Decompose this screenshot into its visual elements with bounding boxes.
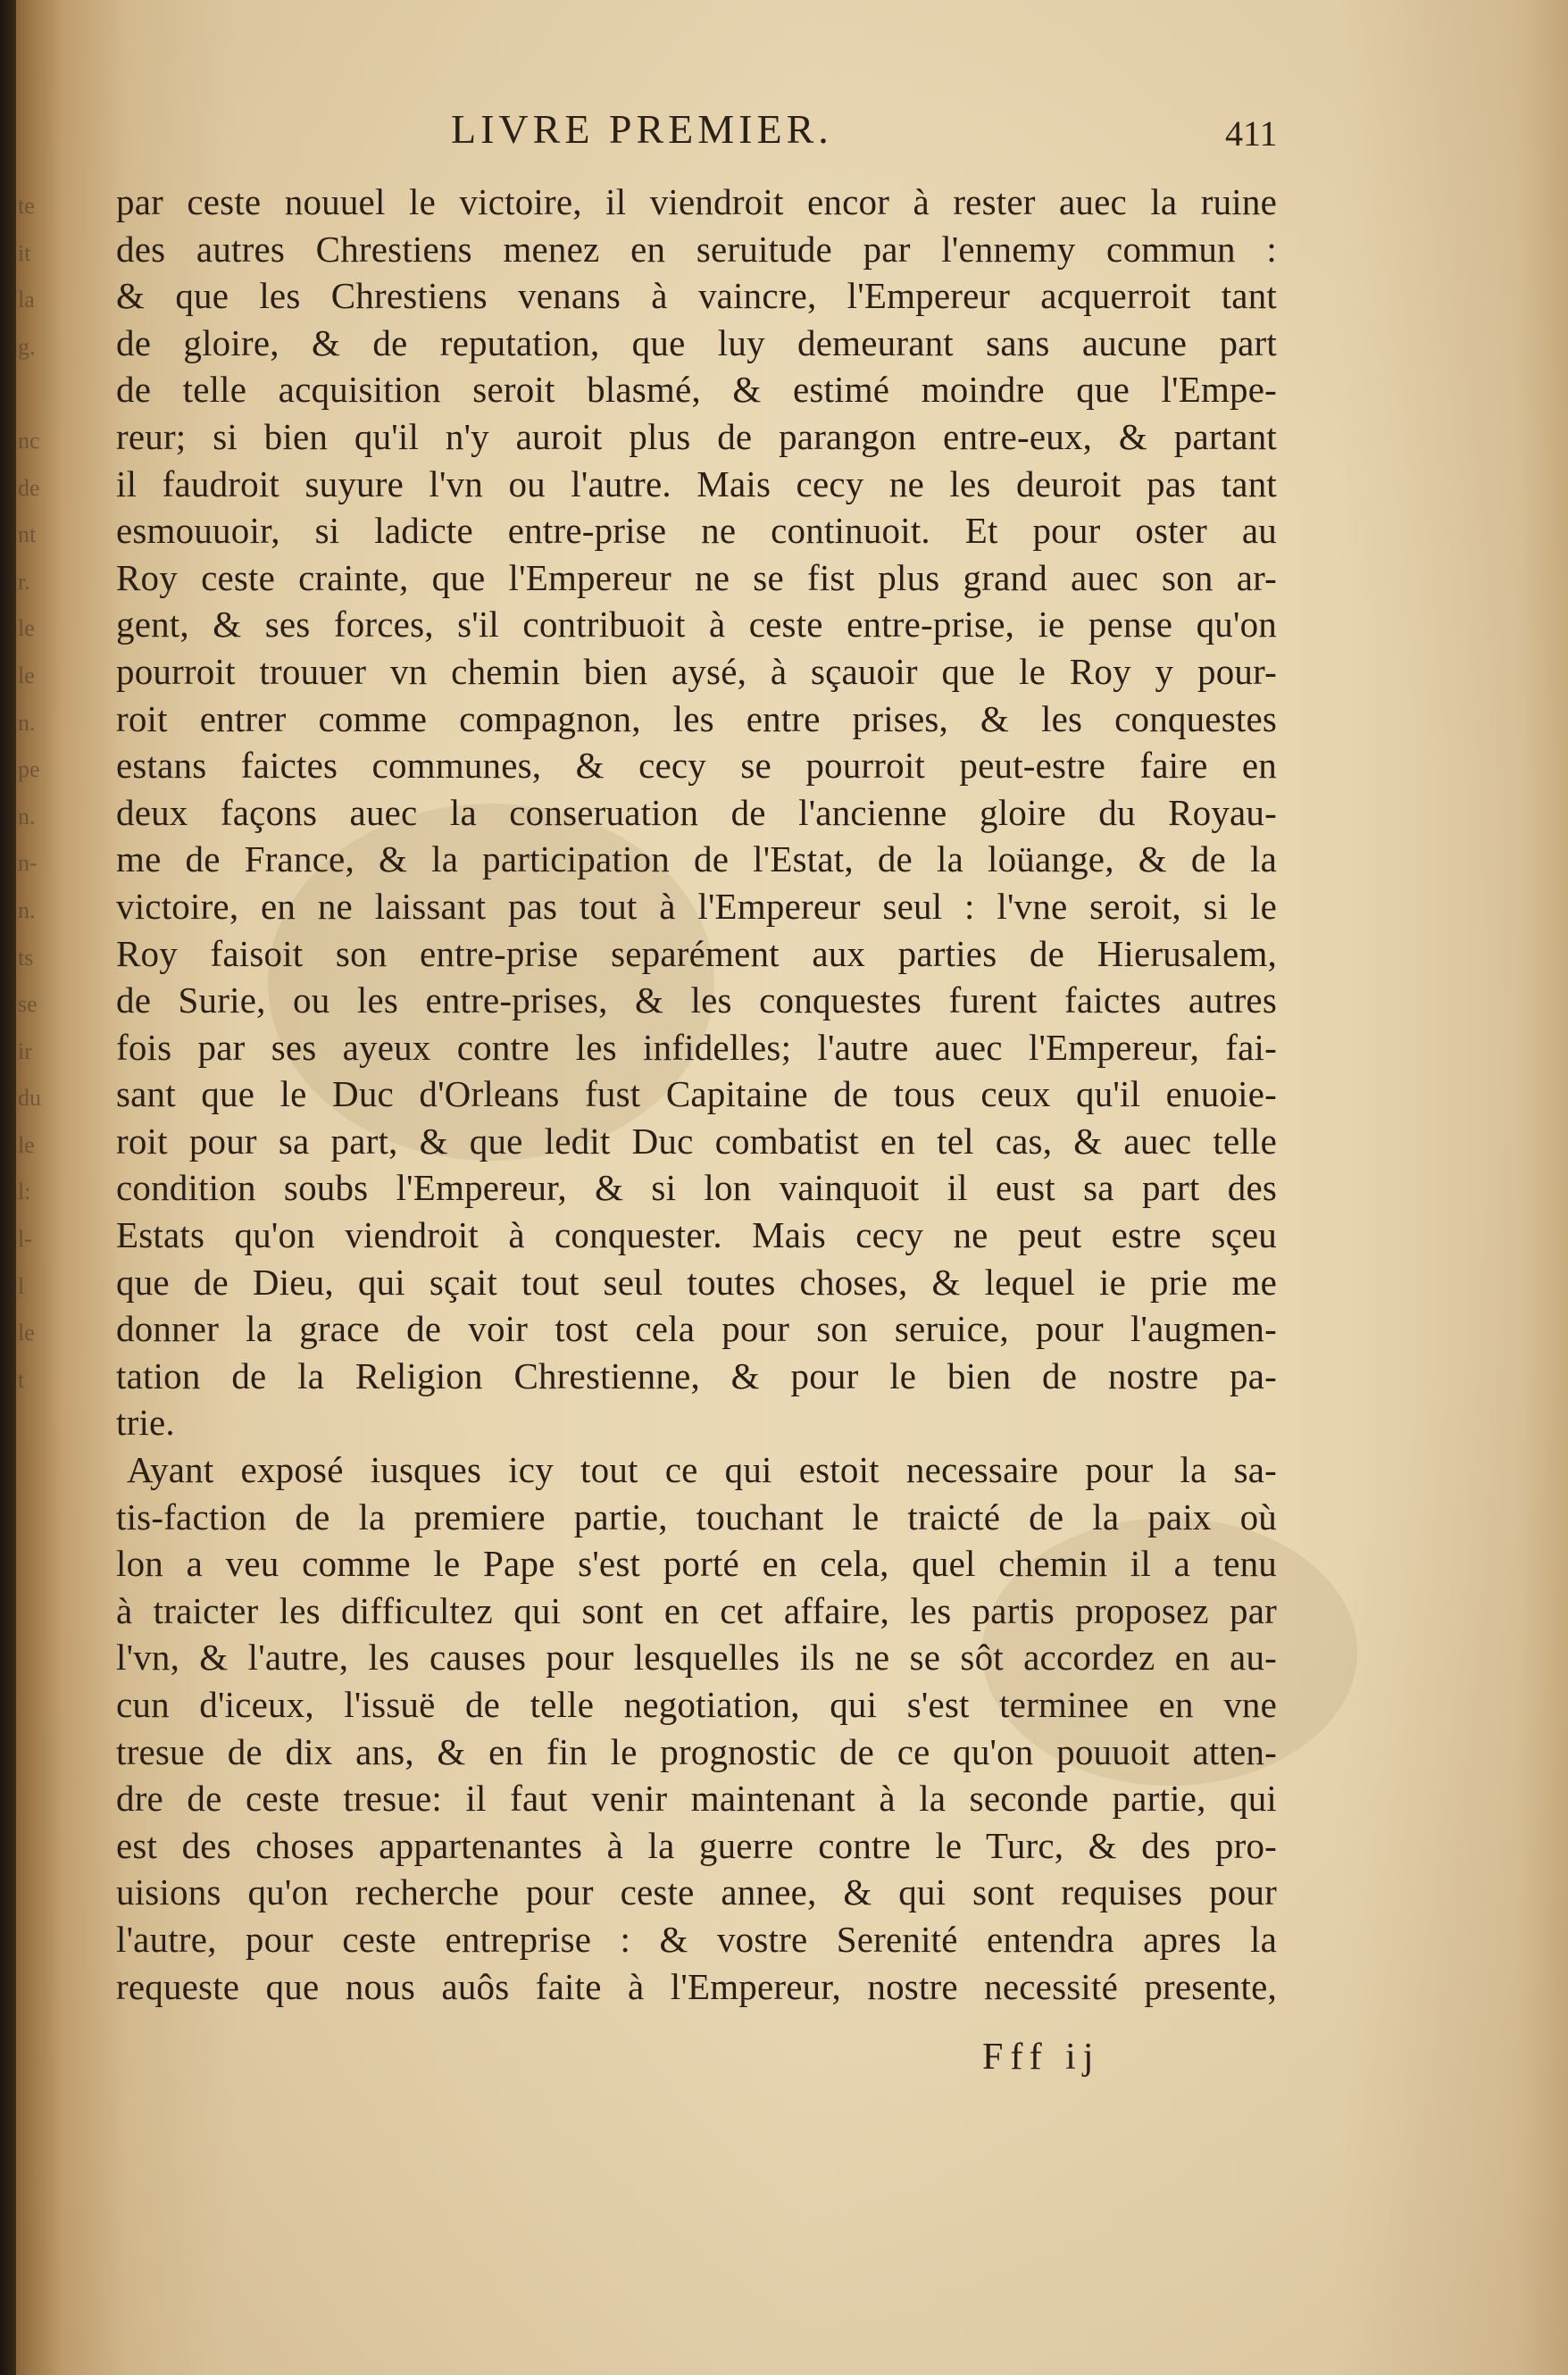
- text-line: Roy faisoit son entre-prise separément aux parties de Hierusalem,: [116, 932, 1277, 974]
- text-line: roit pour sa part, & que ledit Duc combatist en tel cas, & auec telle: [116, 1120, 1277, 1162]
- running-title: LIVRE PREMIER.: [451, 106, 833, 152]
- text-line: l'autre, pour ceste entreprise : & vostre Serenité entendra apres la: [116, 1918, 1277, 1960]
- text-line: de gloire, & de reputation, que luy demeurant sans aucune part: [116, 321, 1277, 363]
- text-line: par ceste nouuel le victoire, il viendroit encor à rester auec la ruine: [116, 181, 1277, 222]
- text-line: condition soubs l'Empereur, & si lon vainquoit il eust sa part des: [116, 1167, 1277, 1209]
- facing-page-bleed-text: te it la g. nc de nt r. le le n. pe n. n- n. ts se ir du le l: l- l le t: [18, 193, 41, 1393]
- text-line: deux façons auec la conseruation de l'ancienne gloire du Royau-: [116, 791, 1277, 833]
- text-line: requeste que nous auôs faite à l'Empereur, nostre necessité presente,: [116, 1965, 1277, 2007]
- text-line: tation de la Religion Chrestienne, & pour le bien de nostre pa-: [116, 1354, 1277, 1396]
- text-line: fois par ses ayeux contre les infidelles; l'autre auec l'Empereur, fai-: [116, 1026, 1277, 1068]
- text-line: victoire, en ne laissant pas tout à l'Empereur seul : l'vne seroit, si le: [116, 885, 1277, 927]
- page-header: [0, 105, 1568, 159]
- text-line: Estats qu'on viendroit à conquester. Mais cecy ne peut estre sçeu: [116, 1214, 1277, 1256]
- text-line: dre de ceste tresue: il faut venir maintenant à la seconde partie, qui: [116, 1778, 1277, 1820]
- text-line: il faudroit suyure l'vn ou l'autre. Mais cecy ne les deuroit pas tant: [116, 462, 1277, 504]
- page-number: 411: [1225, 113, 1278, 154]
- text-line: me de France, & la participation de l'Estat, de la loüange, & de la: [116, 838, 1277, 880]
- text-line: est des choses appartenantes à la guerre contre le Turc, & des pro-: [116, 1824, 1277, 1866]
- text-line: tresue de dix ans, & en fin le prognostic de ce qu'on pouuoit atten-: [116, 1730, 1277, 1772]
- text-line: Ayant exposé iusques icy tout ce qui estoit necessaire pour la sa-: [127, 1449, 1277, 1491]
- text-line: roit entrer comme compagnon, les entre prises, & les conquestes: [116, 697, 1277, 739]
- text-line: à traicter les difficultez qui sont en cet affaire, les partis proposez par: [116, 1589, 1277, 1631]
- signature-row: [0, 2036, 1568, 2089]
- text-line: pourroit trouuer vn chemin bien aysé, à sçauoir que le Roy y pour-: [116, 650, 1277, 692]
- text-line: donner la grace de voir tost cela pour son seruice, pour l'augmen-: [116, 1308, 1277, 1350]
- text-line: des autres Chrestiens menez en seruitude par l'ennemy commun :: [116, 228, 1277, 270]
- text-line: l'vn, & l'autre, les causes pour lesquelles ils ne se sôt accordez en au-: [116, 1637, 1277, 1679]
- text-line: de telle acquisition seroit blasmé, & estimé moindre que l'Empe-: [116, 369, 1277, 411]
- text-line: lon a veu comme le Pape s'est porté en cela, quel chemin il a tenu: [116, 1543, 1277, 1585]
- body-text: [116, 179, 1277, 2010]
- text-line: & que les Chrestiens venans à vaincre, l'Empereur acquerroit tant: [116, 275, 1277, 317]
- text-line: reur; si bien qu'il n'y auroit plus de parangon entre-eux, & partant: [116, 415, 1277, 457]
- text-line: Roy ceste crainte, que l'Empereur ne se fist plus grand auec son ar-: [116, 556, 1277, 598]
- text-line: cun d'iceux, l'issuë de telle negotiation, qui s'est terminee en vne: [116, 1684, 1277, 1725]
- signature-mark: Fff ij: [982, 2037, 1101, 2078]
- text-line: gent, & ses forces, s'il contribuoit à ceste entre-prise, ie pense qu'on: [116, 604, 1277, 646]
- text-line: esmouuoir, si ladicte entre-prise ne continuoit. Et pour oster au: [116, 510, 1277, 552]
- text-line: uisions qu'on recherche pour ceste annee, & qui sont requises pour: [116, 1871, 1277, 1913]
- text-line: de Surie, ou les entre-prises, & les conquestes furent faictes autres: [116, 979, 1277, 1021]
- text-line: que de Dieu, qui sçait tout seul toutes choses, & lequel ie prie me: [116, 1261, 1277, 1303]
- binding-gutter: [0, 0, 16, 2375]
- text-line: trie.: [116, 1402, 175, 1444]
- text-line: sant que le Duc d'Orleans fust Capitaine de tous ceux qu'il enuoie-: [116, 1073, 1277, 1115]
- text-line: estans faictes communes, & cecy se pourroit peut-estre faire en: [116, 745, 1277, 787]
- text-line: tis-faction de la premiere partie, touchant le traicté de la paix où: [116, 1496, 1277, 1538]
